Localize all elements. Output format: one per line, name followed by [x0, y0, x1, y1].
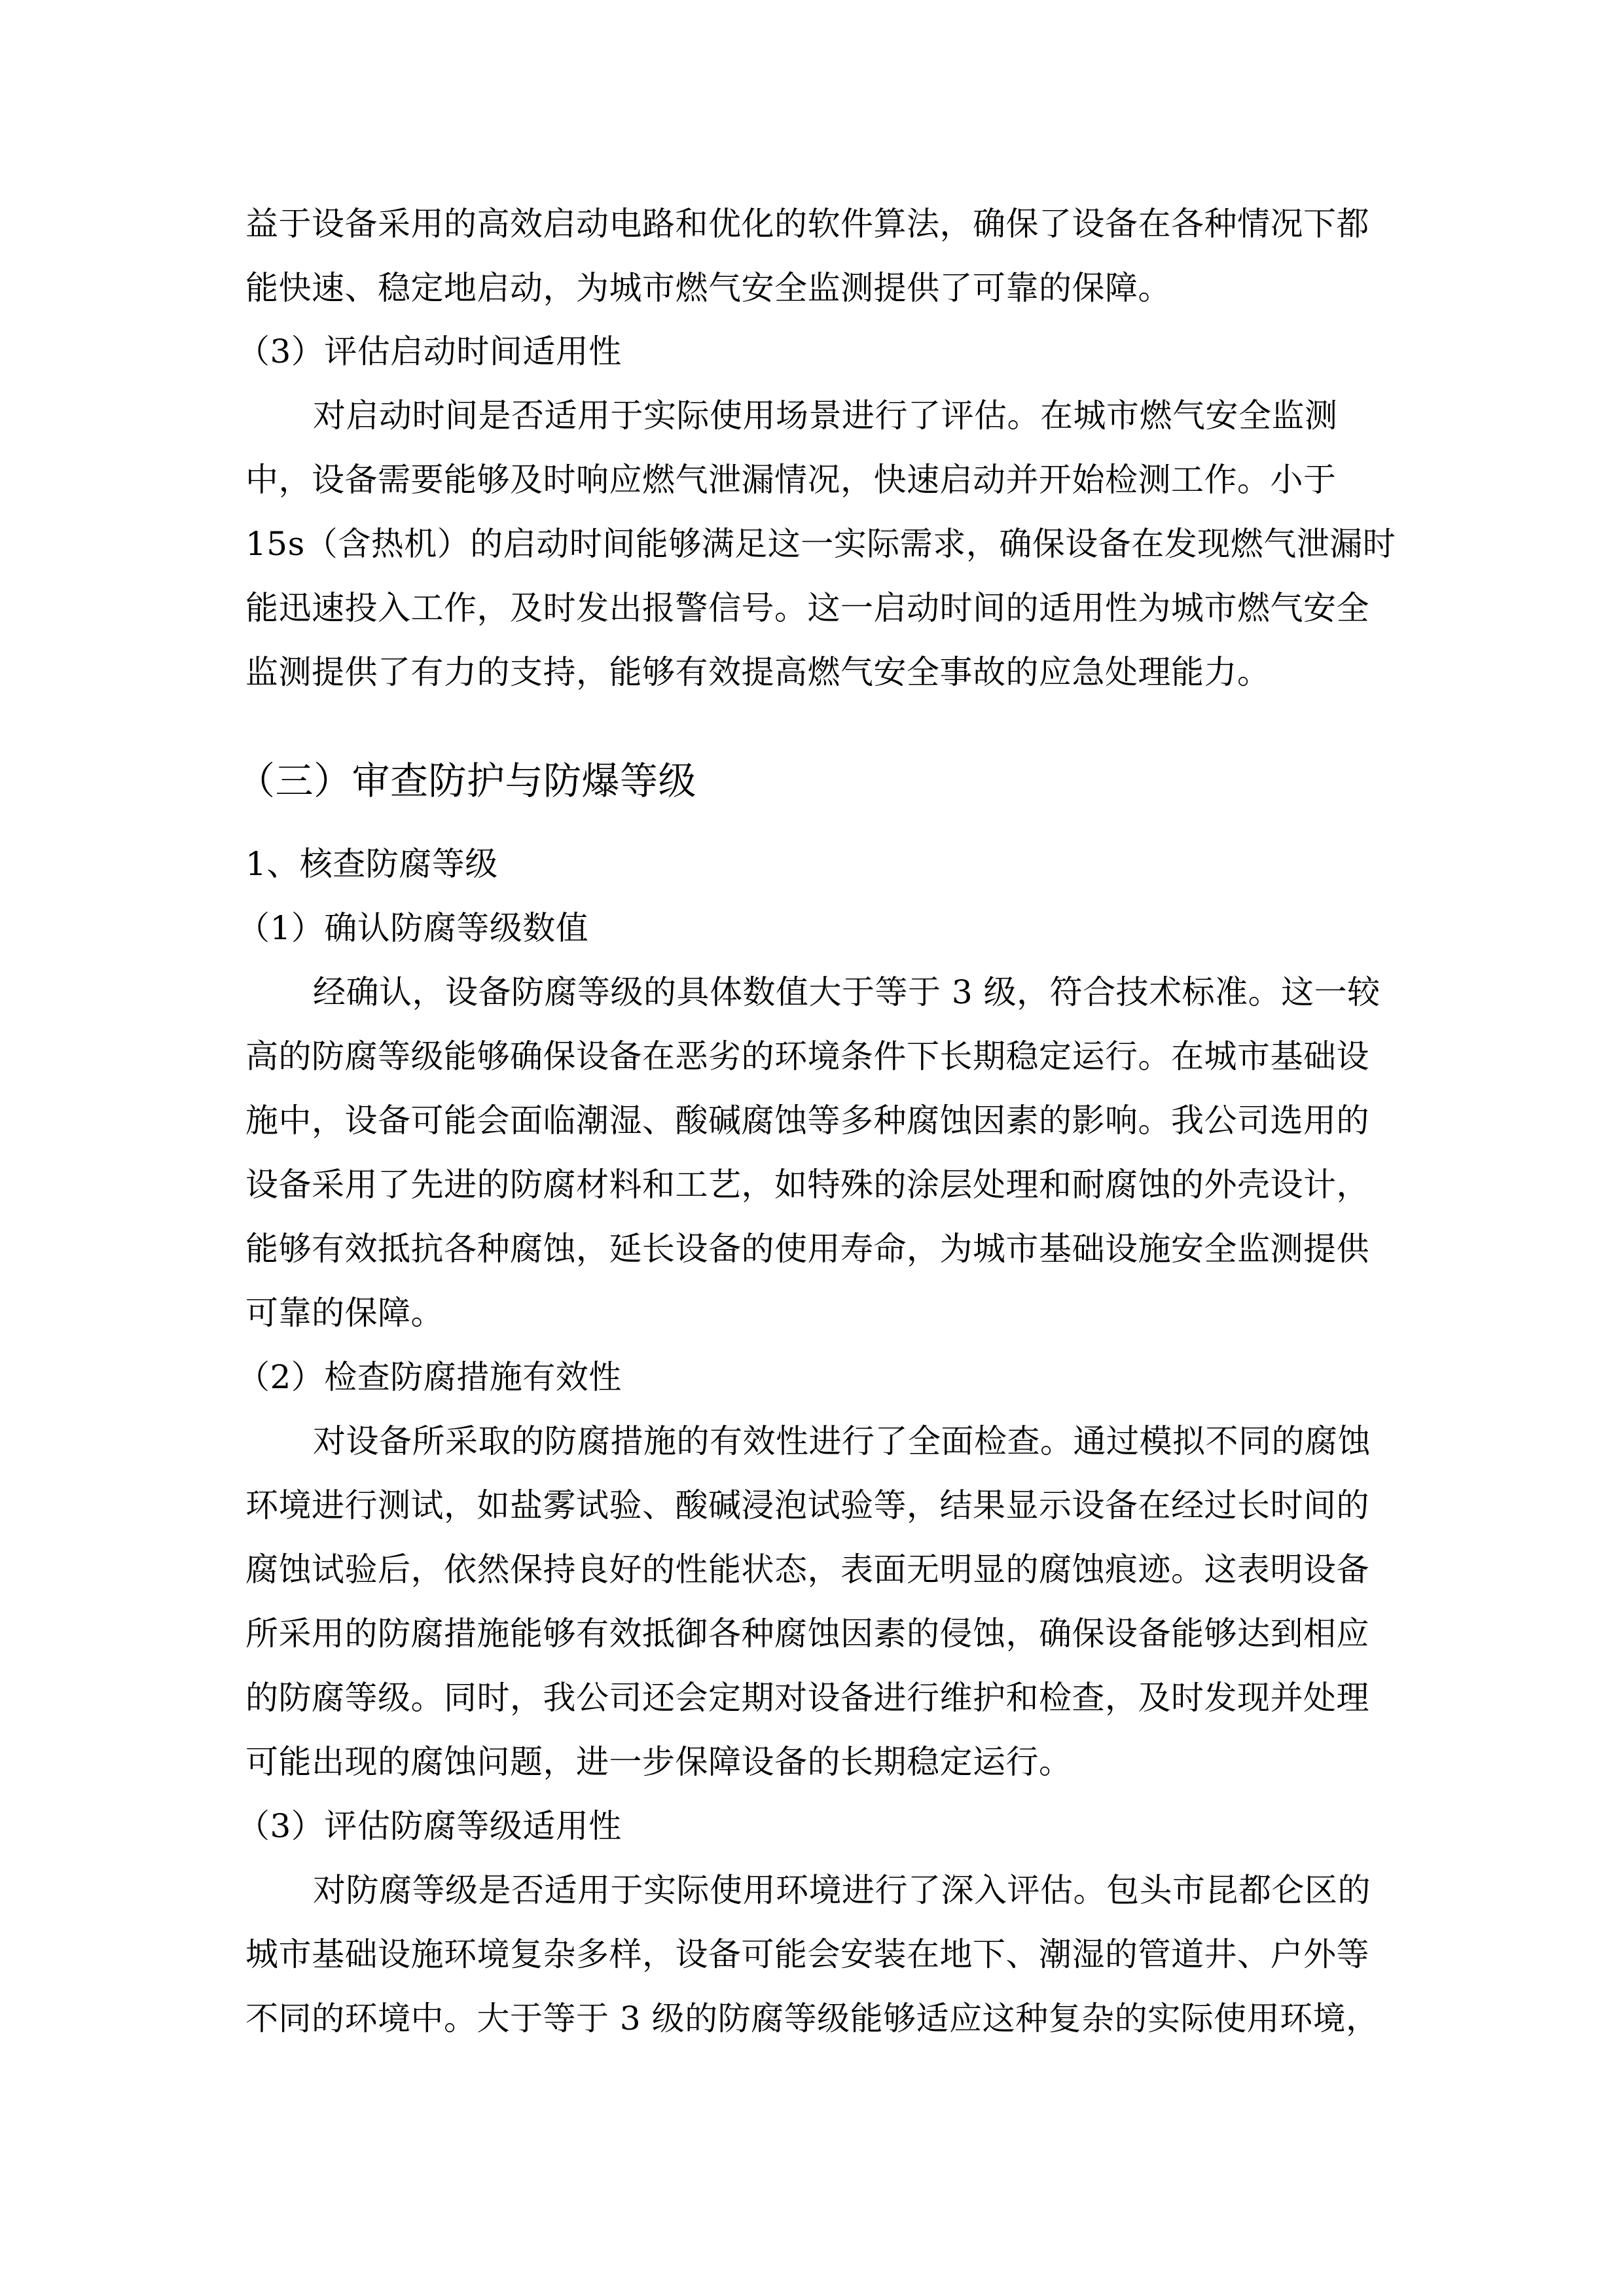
paragraph-line: 中，设备需要能够及时响应燃气泄漏情况，快速启动并开始检测工作。小于	[245, 461, 1337, 499]
paragraph-line: 施中，设备可能会面临潮湿、酸碱腐蚀等多种腐蚀因素的影响。我公司选用的	[245, 1102, 1369, 1139]
item-heading: （1）确认防腐等级数值	[237, 909, 589, 947]
item-heading: （2）检查防腐措施有效性	[237, 1358, 622, 1396]
paragraph-line: 所采用的防腐措施能够有效抵御各种腐蚀因素的侵蚀，确保设备能够达到相应	[245, 1615, 1369, 1653]
paragraph-line: 环境进行测试，如盐雾试验、酸碱浸泡试验等，结果显示设备在经过长时间的	[245, 1486, 1369, 1524]
paragraph-line: 设备采用了先进的防腐材料和工艺，如特殊的涂层处理和耐腐蚀的外壳设计，	[245, 1166, 1369, 1204]
paragraph-line: 能迅速投入工作，及时发出报警信号。这一启动时间的适用性为城市燃气安全	[245, 589, 1369, 627]
paragraph-line: 对启动时间是否适用于实际使用场景进行了评估。在城市燃气安全监测	[313, 397, 1338, 435]
paragraph-line: 可靠的保障。	[245, 1294, 444, 1332]
paragraph-line: 15s（含热机）的启动时间能够满足这一实际需求，确保设备在发现燃气泄漏时	[245, 525, 1396, 563]
paragraph-line: 监测提供了有力的支持，能够有效提高燃气安全事故的应急处理能力。	[245, 653, 1271, 691]
paragraph-line: 能快速、稳定地启动，为城市燃气安全监测提供了可靠的保障。	[245, 269, 1171, 307]
paragraph-line: 益于设备采用的高效启动电路和优化的软件算法，确保了设备在各种情况下都	[245, 205, 1369, 243]
paragraph-line: 高的防腐等级能够确保设备在恶劣的环境条件下长期稳定运行。在城市基础设	[245, 1037, 1369, 1075]
item-heading: （3）评估防腐等级适用性	[237, 1807, 622, 1845]
sub-heading: （3）评估启动时间适用性	[237, 332, 622, 370]
paragraph-line: 腐蚀试验后，依然保持良好的性能状态，表面无明显的腐蚀痕迹。这表明设备	[245, 1551, 1369, 1588]
subsection-heading: 1、核查防腐等级	[245, 845, 498, 883]
paragraph-line: 对设备所采取的防腐措施的有效性进行了全面检查。通过模拟不同的腐蚀	[313, 1422, 1371, 1460]
paragraph-line: 对防腐等级是否适用于实际使用环境进行了深入评估。包头市昆都仑区的	[313, 1871, 1371, 1909]
paragraph-line: 的防腐等级。同时，我公司还会定期对设备进行维护和检查，及时发现并处理	[245, 1679, 1369, 1717]
paragraph-line: 能够有效抵抗各种腐蚀，延长设备的使用寿命，为城市基础设施安全监测提供	[245, 1230, 1369, 1268]
section-heading: （三）审查防护与防爆等级	[237, 759, 697, 803]
paragraph-line: 不同的环境中。大于等于 3 级的防腐等级能够适应这种复杂的实际使用环境，	[245, 2000, 1379, 2037]
paragraph-line: 经确认，设备防腐等级的具体数值大于等于 3 级，符合技术标准。这一较	[313, 973, 1380, 1011]
paragraph-line: 城市基础设施环境复杂多样，设备可能会安装在地下、潮湿的管道井、户外等	[245, 1935, 1369, 1973]
paragraph-line: 可能出现的腐蚀问题，进一步保障设备的长期稳定运行。	[245, 1743, 1072, 1781]
